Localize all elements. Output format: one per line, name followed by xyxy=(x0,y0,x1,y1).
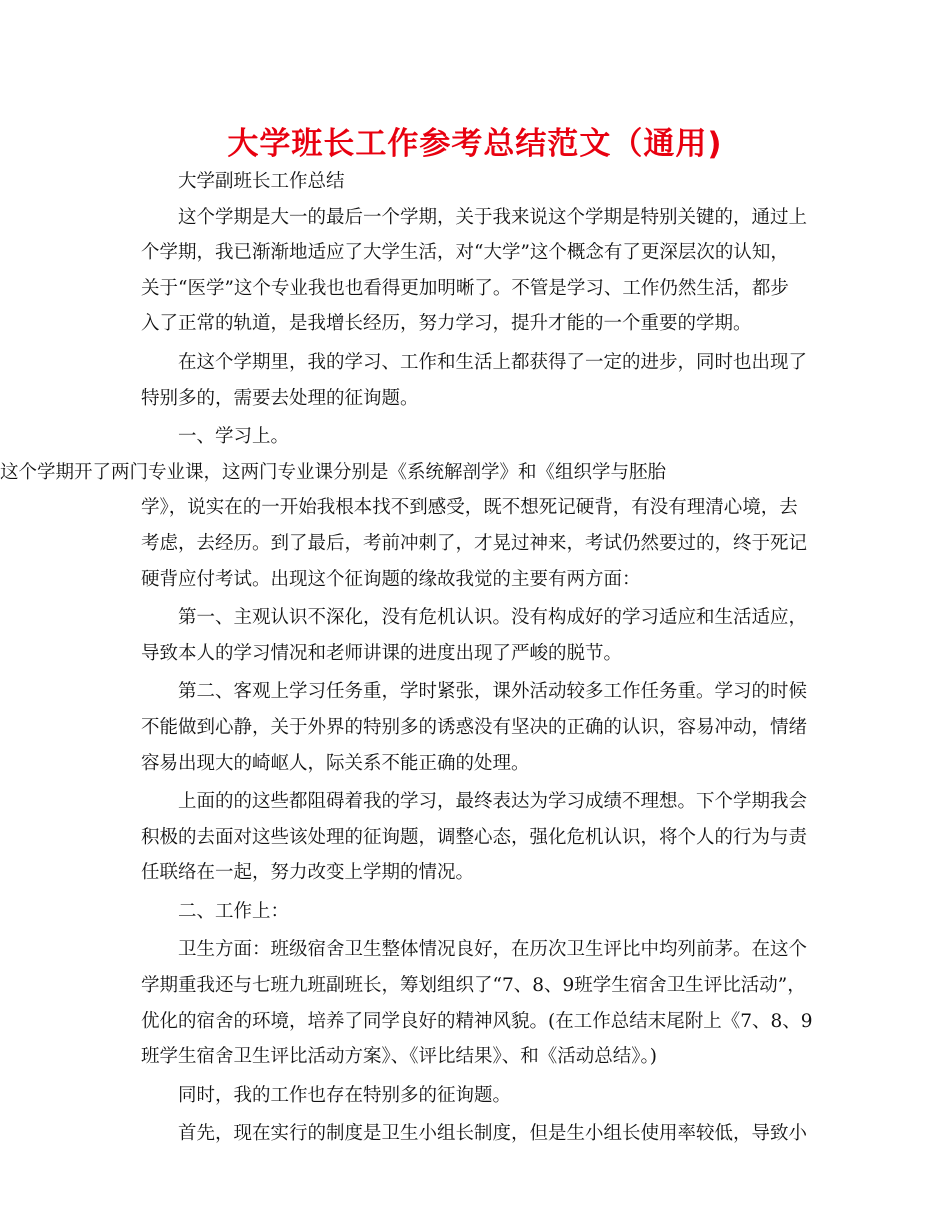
paragraph-line: 个学期，我已渐渐地适应了大学生活，对“大学”这个概念有了更深层次的认知， xyxy=(141,242,789,264)
paragraph-line: 第二、客观上学习任务重，学时紧张，课外活动较多工作任务重。学习的时候 xyxy=(178,681,808,703)
paragraph-line: 上面的的这些都阻碍着我的学习，最终表达为学习成绩不理想。下个学期我会 xyxy=(178,791,808,813)
paragraph-line: 学》，说实在的一开始我根本找不到感受，既不想死记硬背，有没有理清心境，去 xyxy=(141,497,798,519)
paragraph-line: 这个学期是大一的最后一个学期，关于我来说这个学期是特别关键的，通过上 xyxy=(178,206,808,228)
paragraph-line: 这个学期开了两门专业课，这两门专业课分别是《系统解剖学》和《组织学与胚胎 xyxy=(0,461,667,483)
paragraph-line: 第一、主观认识不深化，没有危机认识。没有构成好的学习适应和生活适应， xyxy=(178,607,808,629)
section-heading: 二、工作上： xyxy=(178,900,290,922)
paragraph-line: 卫生方面：班级宿舍卫生整体情况良好，在历次卫生评比中均列前茅。在这个 xyxy=(178,939,808,961)
paragraph-line: 首先，现在实行的制度是卫生小组长制度，但是生小组长使用率较低，导致小 xyxy=(178,1123,808,1145)
paragraph-line: 在这个学期里，我的学习、工作和生活上都获得了一定的进步，同时也出现了 xyxy=(178,351,808,373)
paragraph-line: 同时，我的工作也存在特别多的征询题。 xyxy=(178,1084,512,1106)
document-body xyxy=(0,164,821,1152)
paragraph-line: 导致本人的学习情况和老师讲课的进度出现了严峻的脱节。 xyxy=(141,642,623,664)
paragraph-line: 关于“医学”这个专业我也也看得更加明晰了。不管是学习、工作仍然生活，都步 xyxy=(141,277,789,299)
paragraph-line: 硬背应付考试。出现这个征询题的缘故我觉的主要有两方面： xyxy=(141,568,641,590)
paragraph-line: 优化的宿舍的环境，培养了同学良好的精神风貌。(在工作总结末尾附上《7、8、9 xyxy=(141,1010,813,1032)
paragraph-line: 学期重我还与七班九班副班长，筹划组织了“7、8、9班学生宿舍卫生评比活动”， xyxy=(141,975,806,997)
paragraph-line: 不能做到心静，关于外界的特别多的诱惑没有坚决的正确的认识，容易冲动，情绪 xyxy=(141,716,808,738)
paragraph-line: 班学生宿舍卫生评比活动方案》、《评比结果》、和《活动总结》。) xyxy=(141,1046,657,1068)
paragraph-line: 任联络在一起，努力改变上学期的情况。 xyxy=(141,862,475,884)
paragraph-line: 入了正常的轨道，是我增长经历，努力学习，提升才能的一个重要的学期。 xyxy=(141,313,752,335)
paragraph-line: 积极的去面对这些该处理的征询题，调整心态，强化危机认识，将个人的行为与责 xyxy=(141,826,808,848)
subtitle-line: 大学副班长工作总结 xyxy=(178,171,345,192)
paragraph-line: 考虑，去经历。到了最后，考前冲刺了，才晃过神来，考试仍然要过的，终于死记 xyxy=(141,532,808,554)
section-heading: 一、学习上。 xyxy=(178,426,290,448)
paragraph-line: 容易出现大的崎岖人，际关系不能正确的处理。 xyxy=(141,752,530,774)
paragraph-line: 特别多的，需要去处理的征询题。 xyxy=(141,387,419,409)
document-title: 大学班长工作参考总结范文（通用) xyxy=(227,126,723,162)
